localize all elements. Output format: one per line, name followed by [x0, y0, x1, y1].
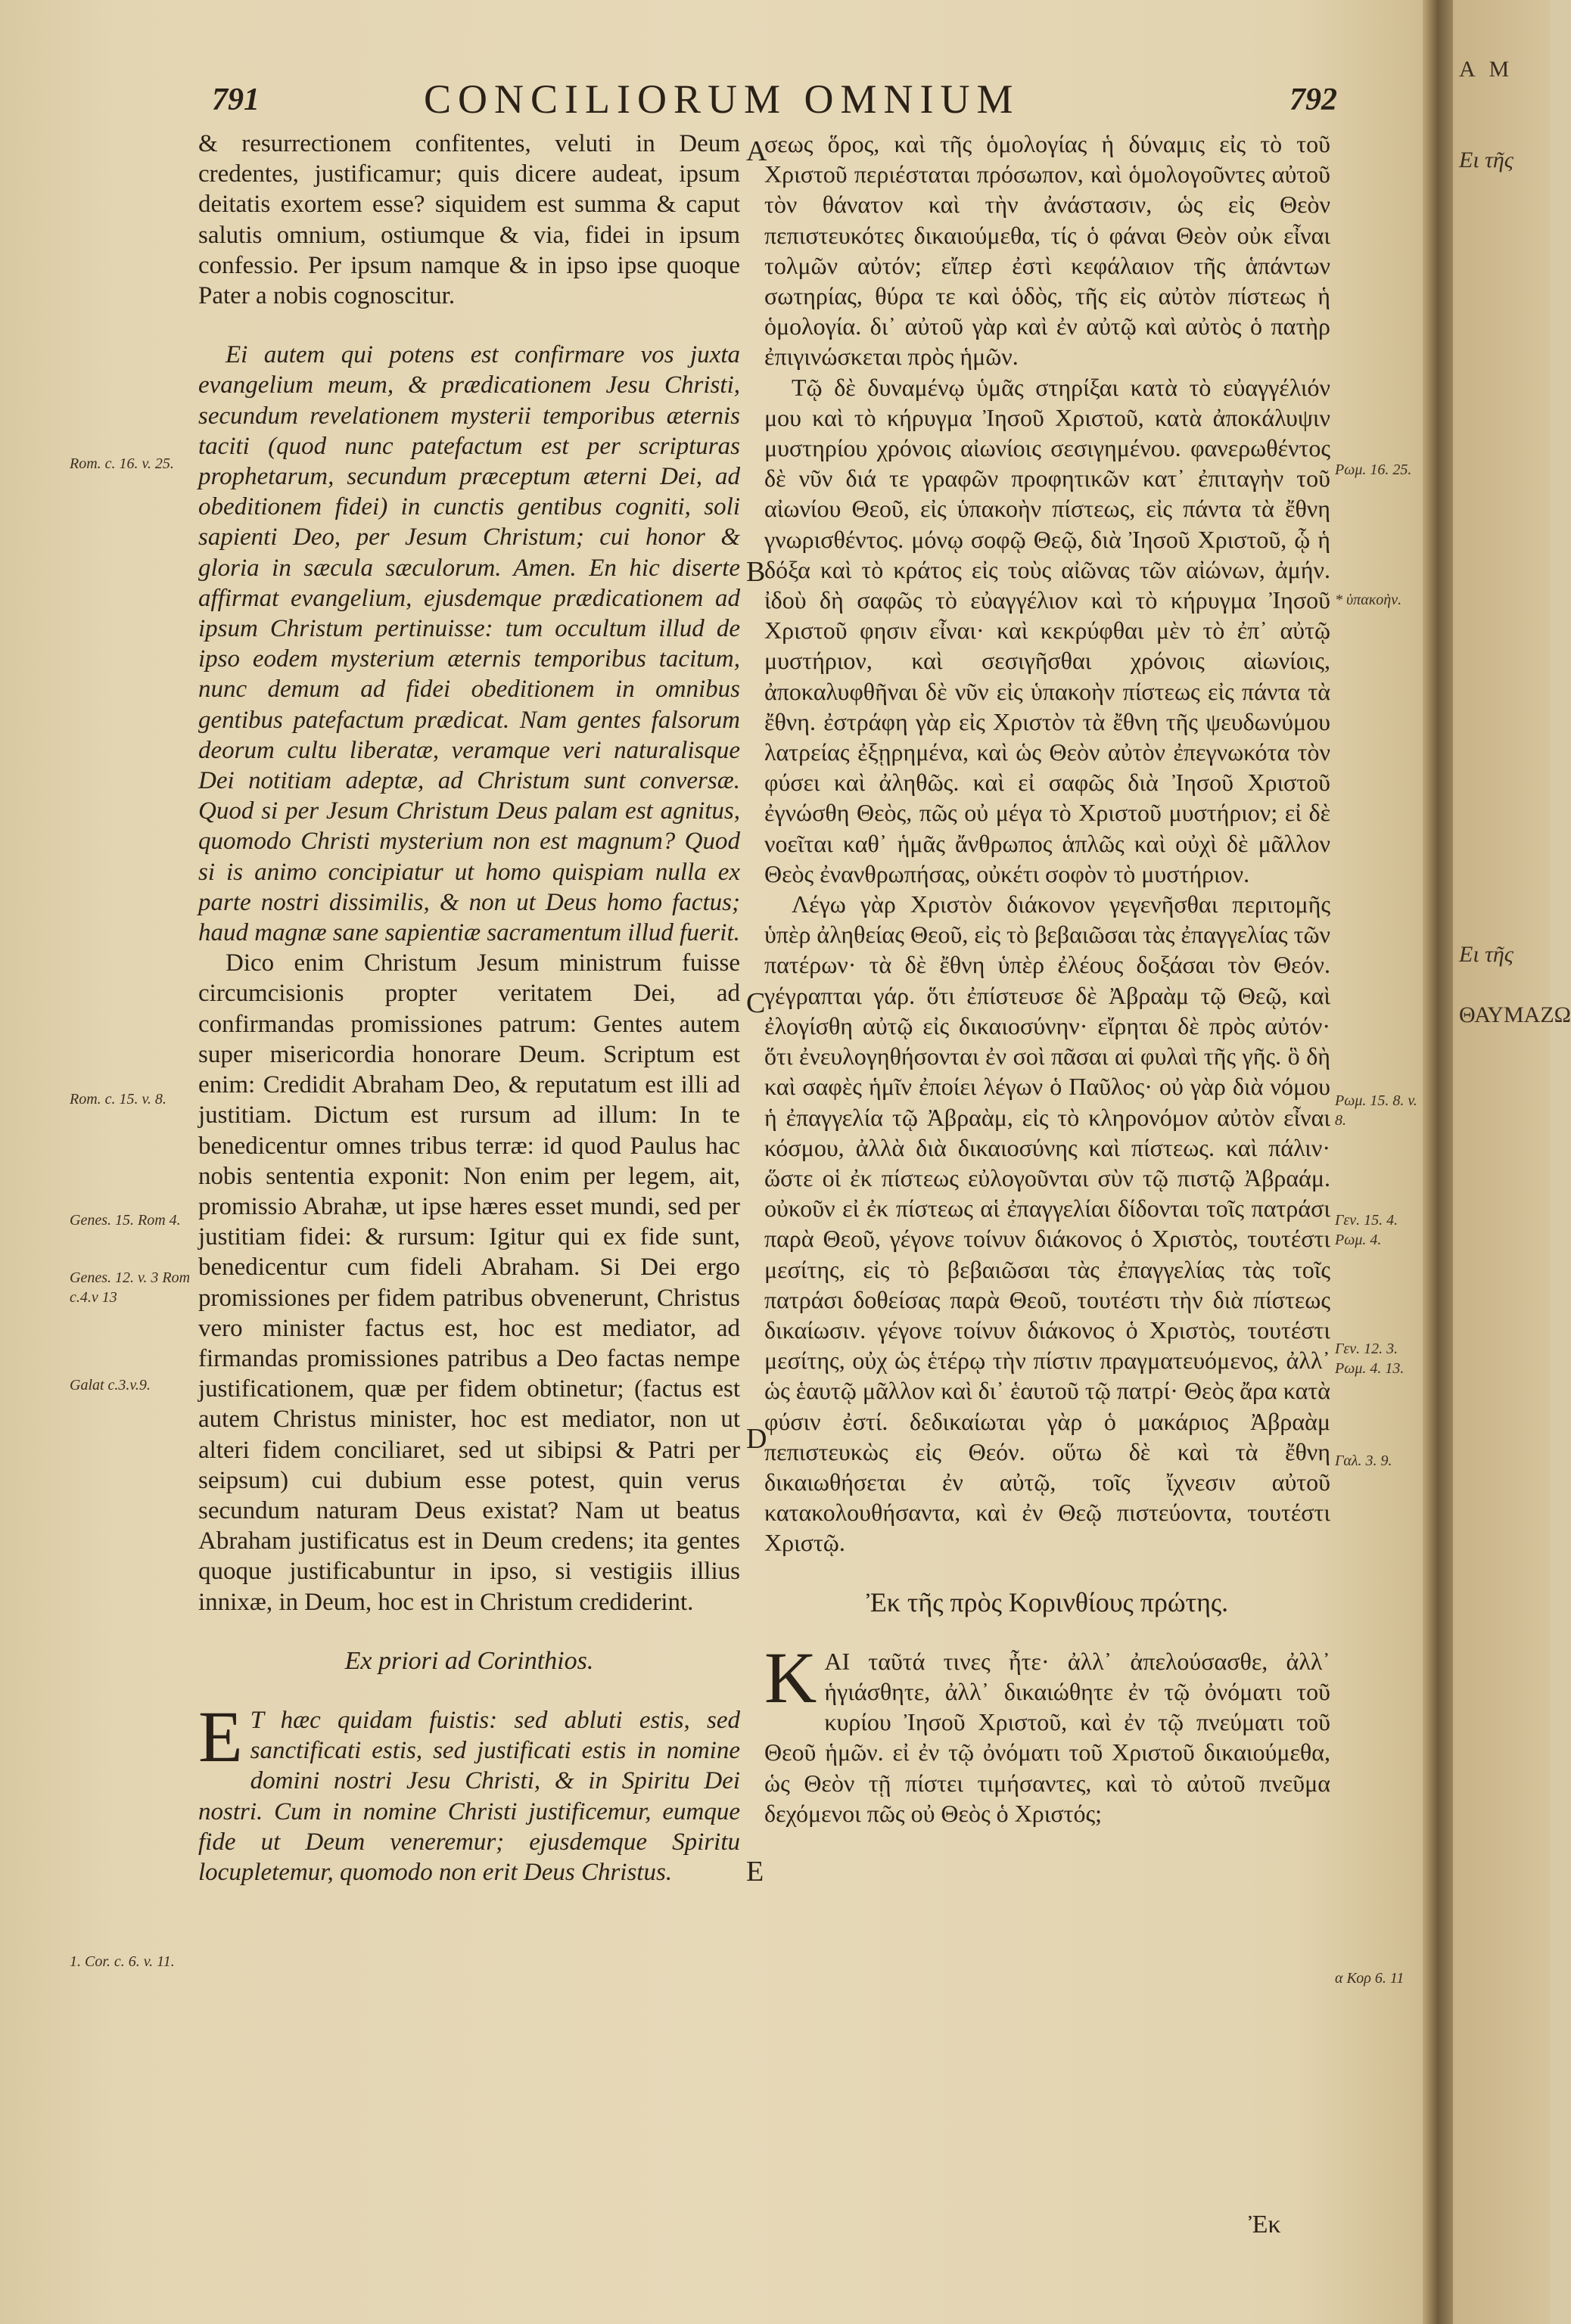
greek-final-text: ΑΙ ταῦτά τινες ἦτε· ἀλλ᾽ ἀπελούσασθε, ἀλλ᾽ ἡγιάσθητε, ἀλλ᾽ δικαιώθητε ἐν τῷ ὀνόματι τοῦ κυρίου Ἰησοῦ Χριστοῦ, καὶ ἐν τῷ πνεύματι τοῦ Θεοῦ ἡμῶν. εἰ ἐν τῷ ὀνόματι τοῦ Χριστοῦ δικαιούμεθα, ὡς Θεὸν τῇ πίστει τιμήσαντες, καὶ τὸ αὐτοῦ πνεῦμα δεχόμενοι πῶς οὐ Θεὸς ὁ Χριστός;	[764, 1647, 1330, 1827]
margin-note: α Κορ 6. 11	[1335, 1970, 1405, 1987]
margin-note: Ρωμ. 16. 25.	[1335, 461, 1412, 478]
latin-section-heading: Ex priori ad Corinthios.	[344, 1646, 594, 1675]
facing-page-edge	[1453, 0, 1571, 2324]
latin-final-text: T hæc quidam fuistis: sed abluti estis, sed sanctificati estis, sed justificati estis in nomine domini nostri Jesu Christi, & in Spiritu Dei nostri. Cum in nomine Christi justificemur, eumque fide ut Deum veneremur; ejusdemque Spiritu locupletemur, quomodo non erit Deus Christus.	[198, 1706, 740, 1886]
facing-page-fragment: ΘΑΥΜΑΖΩ	[1459, 1002, 1571, 1027]
section-letter-b: B	[746, 556, 766, 588]
section-letter-a: A	[746, 135, 767, 167]
facing-page-fragment: Ει τῆς	[1459, 148, 1513, 172]
greek-section-heading: Ἐκ τῆς πρὸς Κορινθίους πρώτης.	[866, 1586, 1229, 1617]
facing-page-fragment: Ει τῆς	[1459, 942, 1513, 967]
margin-note: Rom. c. 15. v. 8.	[70, 1091, 166, 1108]
book-gutter	[1423, 0, 1453, 2324]
margin-note: Γαλ. 3. 9.	[1335, 1452, 1392, 1469]
margin-note: Γεν. 12. 3. Ρωμ. 4. 13.	[1335, 1341, 1405, 1377]
facing-page-fragment: A M	[1459, 57, 1514, 82]
margin-note: Galat c.3.v.9.	[70, 1377, 151, 1393]
greek-paragraph: σεως ὅρος, καὶ τῆς ὁμολογίας ἡ δύναμις εἰς τὸ τοῦ Χριστοῦ περιέσταται πρόσωπον, καὶ ὁμολογοῦντες αὐτοῦ τὸν θάνατον καὶ τὴν ἀνάστασιν, ὡς εἰς Θεὸν πεπιστευκότες δικαιούμεθα, τίς ὁ φάναι Θεὸν οὐκ εἶναι τολμῶν αὐτόν; εἴπερ ἐστὶ κεφάλαιον τῆς ἁπάντων σωτηρίας, θύρα τε καὶ ὁδὸς, τῆς εἰς αὐτὸν πίστεως ἡ ὁμολογία. δι᾽ αὐτοῦ γὰρ καὶ ἐν αὐτῷ καὶ αὐτὸς ὁ πατὴρ ἐπιγινώσκεται πρὸς ἡμῶν.	[764, 130, 1330, 371]
latin-paragraph: Dico enim Christum Jesum ministrum fuisse circumcisionis propter veritatem Dei, ad confirmandas promissiones patrum: Gentes autem super misericordia honorare Deum. Scriptum est enim: Credidit Abraham Deo, & reputatum est illi ad justitiam. Dictum est rursum ad illum: In te benedicentur omnes tribus terræ: id quod Paulus hac nobis sententia exponit: Non enim per legem, ait, promissio Abrahæ, ut ipse hæres esset mundi, sed per justitiam fidei: & rursum: Igitur qui ex fide sunt, benedicentur cum fideli Abraham. Si Dei ergo promissiones per fidem patribus obvenerunt, Christus vero minister factus est, hoc est mediator, ad firmandas promissiones patribus a Deo factas nempe justificationem, quæ per fidem obtinetur; (factus est autem Christus minister, hoc est mediator, non ut alteri fidem conciliaret, sed ut sibipsi & Patri per seipsum) cui dubium esse potest, quin verus secundum naturam Deus existat? Nam ut beatus Abraham justificatus est in Deum credens; ita gentes quoque justificabuntur in ipso, si vestigiis illius innixæ, in Deum, hoc est in Christum crediderint.	[198, 949, 740, 1616]
greek-column	[764, 129, 1330, 1828]
margin-note: Rom. c. 16. v. 25.	[70, 455, 174, 472]
section-letter-c: C	[746, 987, 766, 1019]
left-page-number: 791	[212, 82, 260, 117]
latin-paragraph-final	[198, 1695, 740, 1887]
greek-paragraph: Λέγω γὰρ Χριστὸν διάκονον γεγενῆσθαι περιτομῆς ὑπὲρ ἀληθείας Θεοῦ, εἰς τὸ βεβαιῶσαι τὰς ἐπαγγελίας τῶν πατέρων· τὰ δὲ ἔθνη ὑπὲρ ἐλέους δοξάσαι τὸν Θεόν. γέγραπται γάρ. ὅτι ἐπίστευσε δὲ Ἀβραὰμ τῷ Θεῷ, καὶ ἐλογίσθη αὐτῷ εἰς δικαιοσύνην· εἴρηται δὲ πρὸς αὐτόν· ὅτι ἐνευλογηθήσονται ἐν σοὶ πᾶσαι αἱ φυλαὶ τῆς γῆς. ὃ δὴ καὶ σαφὲς ἡμῖν ἐποίει λέγων ὁ Παῦλος· οὐ γὰρ διὰ νόμου ἡ ἐπαγγελία τῷ Ἀβραὰμ, εἰς τὸ κληρονόμον αὐτὸν εἶναι κόσμου, ἀλλὰ διὰ δικαιοσύνης καὶ πίστεως. καὶ πάλιν· ὥστε οἱ ἐκ πίστεως εὐλογοῦνται σὺν τῷ πιστῷ Ἀβραάμ. οὐκοῦν εἰ ἐκ πίστεως αἱ ἐπαγγελίαι δίδονται τοῖς πατράσι παρὰ Θεοῦ, γέγονε τοίνυν διάκονος ὁ Χριστὸς, τουτέστι μεσίτης, εἰς τὸ βεβαιῶσαι τὰς ἐπαγγελίας τὰς τοῖς πατράσι δοθείσας παρὰ Θεοῦ, τουτέστι τὴν διὰ πίστεως δικαίωσιν. γέγονε τοίνυν διάκονος ὁ Χριστὸς, τουτέστι μεσίτης, οὐχ ὡς ἑτέρῳ τὴν πίστιν πραγματευόμενος, ἀλλ᾽ ὡς ἑαυτῷ μᾶλλον καὶ δι᾽ ἑαυτοῦ τῷ πατρί· Θεὸς ἄρα κατὰ φύσιν ἐστί. δεδικαίωται γὰρ ὁ μακάριος Ἀβραὰμ πεπιστευκὼς εἰς Θεόν. οὕτω δὲ καὶ τὰ ἔθνη δικαιωθήσεται ἐν αὐτῷ, τοῖς ἴχνεσιν αὐτοῦ κατακολουθήσαντα, καὶ ἐν Θεῷ πιστεύοντα, τουτέστι Χριστῷ.	[764, 890, 1330, 1557]
running-head-title: CONCILIORUM OMNIUM	[424, 76, 1020, 122]
right-page-number: 792	[1289, 82, 1337, 117]
greek-dropcap: Κ	[764, 1636, 817, 1718]
margin-note: Γεν. 15. 4. Ρωμ. 4.	[1335, 1212, 1398, 1248]
latin-paragraph: Ei autem qui potens est confirmare vos juxta evangelium meum, & prædicationem Jesu Christi, secundum revelationem mysterii temporibus æternis taciti (quod nunc patefactum est per scripturas prophetarum, secundum præceptum æterni Dei, ad obeditionem fidei) in cunctis gentibus cogniti, soli sapienti Deo, per Jesum Christum; cui honor & gloria in sæcula sæculorum. Amen. En hic diserte affirmat evangelium, ejusdemque prædicationem ad ipsum Christum pertinuisse: tum occultum illud de ipso eodem mysterium æternis temporibus tacitum, nunc demum ad fidei obeditionem in omnibus gentibus patefactum prædicat. Nam gentes falsorum deorum cultu liberatæ, veramque veri naturalisque Dei notitiam adeptæ, ad Christum sunt conversæ. Quod si per Jesum Christum Deus palam est agnitus, quomodo Christi mysterium non est magnum? Quod si is animo concipiatur ut homo quispiam nulla ex parte nostri dissimilis, & non ut Deus homo factus; haud magnæ sane sapientiæ sacramentum illud fuerit.	[198, 341, 740, 947]
latin-dropcap: E	[198, 1695, 243, 1777]
catchword: Ἐκ	[1249, 2211, 1281, 2239]
greek-paragraph: Τῷ δὲ δυναμένῳ ὑμᾶς στηρίξαι κατὰ τὸ εὐαγγέλιόν μου καὶ τὸ κήρυγμα Ἰησοῦ Χριστοῦ, κατὰ ἀποκάλυψιν μυστηρίου χρόνοις αἰωνίοις σεσιγημένου. φανερωθέντος δὲ νῦν διά τε γραφῶν προφητικῶν κατ᾽ ἐπιταγὴν τοῦ αἰωνίου Θεοῦ, εἰς ὑπακοὴν πίστεως, εἰς πάντα τὰ ἔθνη γνωρισθέντος. μόνῳ σοφῷ Θεῷ, διὰ Ἰησοῦ Χριστοῦ, ᾧ ἡ δόξα καὶ τὸ κράτος εἰς τοὺς αἰῶνας τῶν αἰώνων, ἀμήν. ἰδοὺ δὴ σαφῶς τὸ εὐαγγέλιον καὶ τὸ κήρυγμα Ἰησοῦ Χριστοῦ φησιν εἶναι· καὶ κεκρύφθαι μὲν τὸ ἐπ᾽ αὐτῷ μυστήριον, καὶ σεσιγῆσθαι χρόνοις αἰωνίοις, ἀποκαλυφθῆναι δὲ νῦν εἰς ὑπακοὴν πίστεως εἰς πάντα τὰ ἔθνη. ἐστράφη γὰρ εἰς Χριστὸν τὰ ἔθνη τῆς ψευδωνύμου λατρείας ἐξῃρημένα, καὶ ὡς Θεὸν αὐτὸν ἐπεγνωκότα τὸν φύσει καὶ ἀληθῶς. καὶ εἰ σαφῶς διὰ Ἰησοῦ Χριστοῦ ἐγνώσθη Θεὸς, πῶς οὐ μέγα τὸ Χριστοῦ μυστήριον; εἰ δὲ νοεῖται καθ᾽ ἡμᾶς ἄνθρωπος ἁπλῶς καὶ οὐχὶ δὲ μᾶλλον Θεὸς ἐνανθρωπήσας, οὐκέτι σοφὸν τὸ μυστήριον.	[764, 373, 1330, 887]
latin-column	[198, 129, 740, 1887]
margin-note: Genes. 12. v. 3 Rom c.4.v 13	[70, 1269, 191, 1306]
margin-note: Genes. 15. Rom 4.	[70, 1212, 181, 1229]
margin-note: * ὑπακοὴν.	[1335, 592, 1402, 608]
margin-note: 1. Cor. c. 6. v. 11.	[70, 1953, 175, 1970]
section-letter-d: D	[746, 1423, 767, 1455]
section-letter-e: E	[746, 1856, 764, 1887]
greek-paragraph-final	[764, 1636, 1330, 1828]
margin-note: Ρωμ. 15. 8. v. 8.	[1335, 1092, 1417, 1129]
latin-paragraph: & resurrectionem confitentes, veluti in Deum credentes, justificamur; quis dicere audeat, ipsum deitatis exortem esse? siquidem est summa & caput salutis omnium, ostiumque & via, fidei in ipsum confessio. Per ipsum namque & in ipso ipse quoque Pater a nobis cognoscitur.	[198, 130, 740, 310]
